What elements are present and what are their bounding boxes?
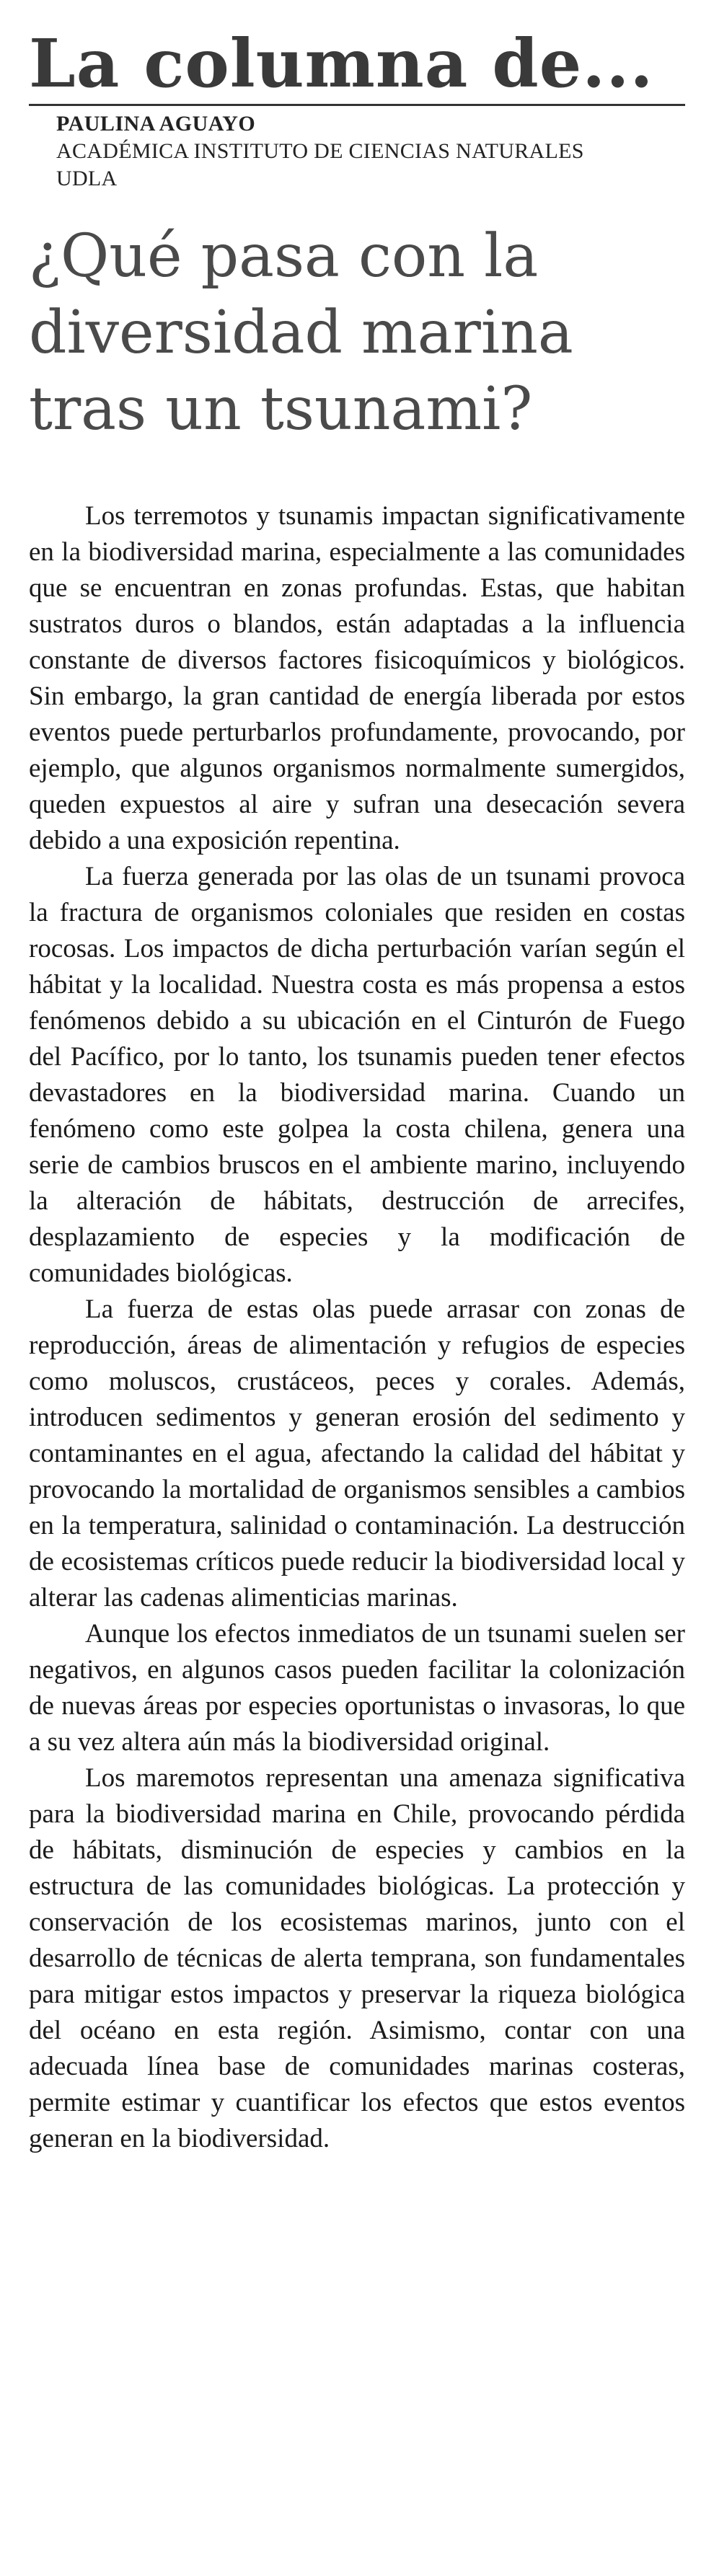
headline-line-3: tras un tsunami? (29, 375, 533, 444)
author-role-line-2: UDLA (56, 167, 118, 190)
author-name: PAULINA AGUAYO (56, 112, 256, 136)
headline-line-2: diversidad marina (29, 299, 573, 367)
paragraph-4: Aunque los efectos inmediatos de un tsunami suelen ser negativos, en algunos casos pueden facilitar la colonización de nuevas áreas por especies oportunistas o invasoras, lo que a su vez altera aún más la biodiversidad original. (29, 1619, 685, 1757)
author-role-line-1: ACADÉMICA INSTITUTO DE CIENCIAS NATURALES (56, 139, 584, 163)
article-headline (29, 219, 685, 448)
column-kicker: La columna de... (29, 25, 654, 102)
byline (56, 110, 685, 193)
article-body (29, 498, 685, 2157)
paragraph-3: La fuerza de estas olas puede arrasar con zonas de reproducción, áreas de alimentación y refugios de especies como moluscos, crustáceos, peces y corales. Además, introducen sedimentos y generan erosión del sedimento y contaminantes en el agua, afectando la calidad del hábitat y provocando la mortalidad de organismos sensibles a cambios en la temperatura, salinidad o contaminación. La destrucción de ecosistemas críticos puede reducir la biodiversidad local y alterar las cadenas alimenticias marinas. (29, 1294, 685, 1613)
paragraph-5: Los maremotos representan una amenaza significativa para la biodiversidad marina en Chile, provocando pérdida de hábitats, disminución de especies y cambios en la estructura de las comunidades biológicas. La protección y conservación de los ecosistemas marinos, junto con el desarrollo de técnicas de alerta temprana, son fundamentales para mitigar estos impactos y preservar la riqueza biológica del océano en esta región. Asimismo, contar con una adecuada línea base de comunidades marinas costeras, permite estimar y cuantificar los efectos que estos eventos generan en la biodiversidad. (29, 1763, 685, 2153)
headline-line-1: ¿Qué pasa con la (29, 222, 539, 291)
paragraph-1: Los terremotos y tsunamis impactan significativamente en la biodiversidad marina, especialmente a las comunidades que se encuentran en zonas profundas. Estas, que habitan sustratos duros o blandos, están adaptadas a la influencia constante de diversos factores fisicoquímicos y biológicos. Sin embargo, la gran cantidad de energía liberada por estos eventos puede perturbarlos profundamente, provocando, por ejemplo, que algunos organismos normalmente sumergidos, queden expuestos al aire y sufran una desecación severa debido a una exposición repentina. (29, 501, 685, 855)
header-rule (29, 104, 685, 106)
paragraph-2: La fuerza generada por las olas de un tsunami provoca la fractura de organismos coloniales que residen en costas rocosas. Los impactos de dicha perturbación varían según el hábitat y la localidad. Nuestra costa es más propensa a estos fenómenos debido a su ubicación en el Cinturón de Fuego del Pacífico, por lo tanto, los tsunamis pueden tener efectos devastadores en la biodiversidad marina. Cuando un fenómeno como este golpea la costa chilena, genera una serie de cambios bruscos en el ambiente marino, incluyendo la alteración de hábitats, destrucción de arrecifes, desplazamiento de especies y la modificación de comunidades biológicas. (29, 862, 685, 1288)
